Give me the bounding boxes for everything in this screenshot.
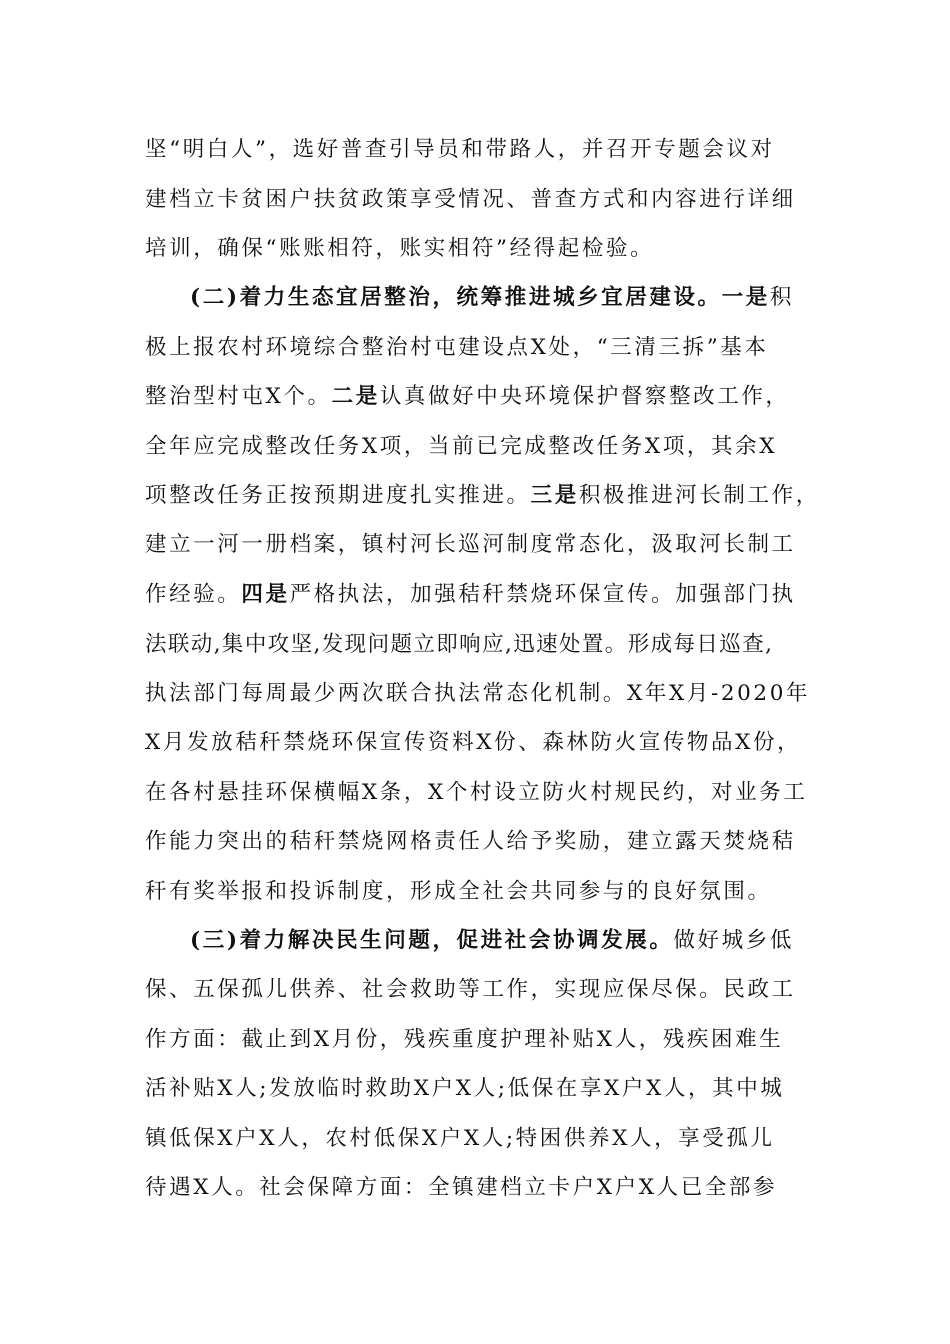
text-line: 坚“明白人”，选好普查引导员和带路人，并召开专题会议对	[145, 137, 775, 162]
item-label: 二是	[331, 384, 380, 409]
text-line: 培训，确保“账账相符，账实相符”经得起检验。	[145, 236, 655, 261]
paragraph-line	[145, 383, 790, 411]
text-fragment: 积	[769, 285, 794, 310]
paragraph-line	[145, 581, 796, 609]
text-fragment: 项整改任务正按预期进度扎实推进。	[145, 483, 531, 508]
text-line: 作方面：截止到X月份，残疾重度护理补贴X人，残疾困难生	[145, 1027, 784, 1052]
text-fragment: 认真做好中央环境保护督察整改工作，	[379, 384, 790, 409]
text-line: 在各村悬挂环保横幅X条，X个村设立防火村规民约，对业务工	[145, 780, 808, 805]
text-line: X月发放秸秆禁烧环保宣传资料X份、森林防火宣传物品X份，	[145, 730, 802, 755]
text-line: 秆有奖举报和投诉制度，形成全社会共同参与的良好氛围。	[145, 879, 772, 904]
text-line: 建立一河一册档案，镇村河长巡河制度常态化，汲取河长制工	[145, 532, 796, 557]
text-line: 作能力突出的秸秆禁烧网格责任人给予奖励，建立露天焚烧秸	[145, 829, 796, 854]
item-label: 一是	[721, 285, 770, 310]
text-line: 活补贴X人;发放临时救助X户X人;低保在享X户X人，其中城	[145, 1076, 785, 1101]
text-fragment: 作经验。	[145, 582, 242, 607]
paragraph-line	[190, 927, 794, 955]
section-heading: (三)着力解决民生问题，促进社会协调发展。	[190, 928, 674, 953]
text-line: 执法部门每周最少两次联合执法常态化机制。X年X月-2020年	[145, 681, 811, 706]
text-fragment: 整治型村屯X个。	[145, 384, 332, 409]
text-line: 法联动,集中攻坚,发现问题立即响应,迅速处置。形成每日巡查,	[145, 632, 774, 657]
text-line: 镇低保X户X人，农村低保X户X人;特困供养X人，享受孤儿	[145, 1126, 775, 1151]
text-fragment: 积极推进河长制工作，	[578, 483, 820, 508]
text-fragment: 做好城乡低	[673, 928, 794, 953]
paragraph-line	[145, 482, 820, 510]
text-line: 保、五保孤儿供养、社会救助等工作，实现应保尽保。民政工	[145, 977, 796, 1002]
item-label: 四是	[241, 582, 290, 607]
text-fragment: 严格执法，加强秸秆禁烧环保宣传。加强部门执	[289, 582, 796, 607]
item-label: 三是	[530, 483, 579, 508]
paragraph-line	[190, 284, 794, 312]
section-heading: (二)着力生态宜居整治，统筹推进城乡宜居建设。	[190, 285, 722, 310]
text-line: 极上报农村环境综合整治村屯建设点X处，“三清三拆”基本	[145, 335, 769, 360]
text-line: 建档立卡贫困户扶贫政策享受情况、普查方式和内容进行详细	[145, 187, 796, 212]
text-line: 待遇X人。社会保障方面：全镇建档立卡户X户X人已全部参	[145, 1175, 778, 1200]
text-line: 全年应完成整改任务X项，当前已完成整改任务X项，其余X	[145, 434, 778, 459]
